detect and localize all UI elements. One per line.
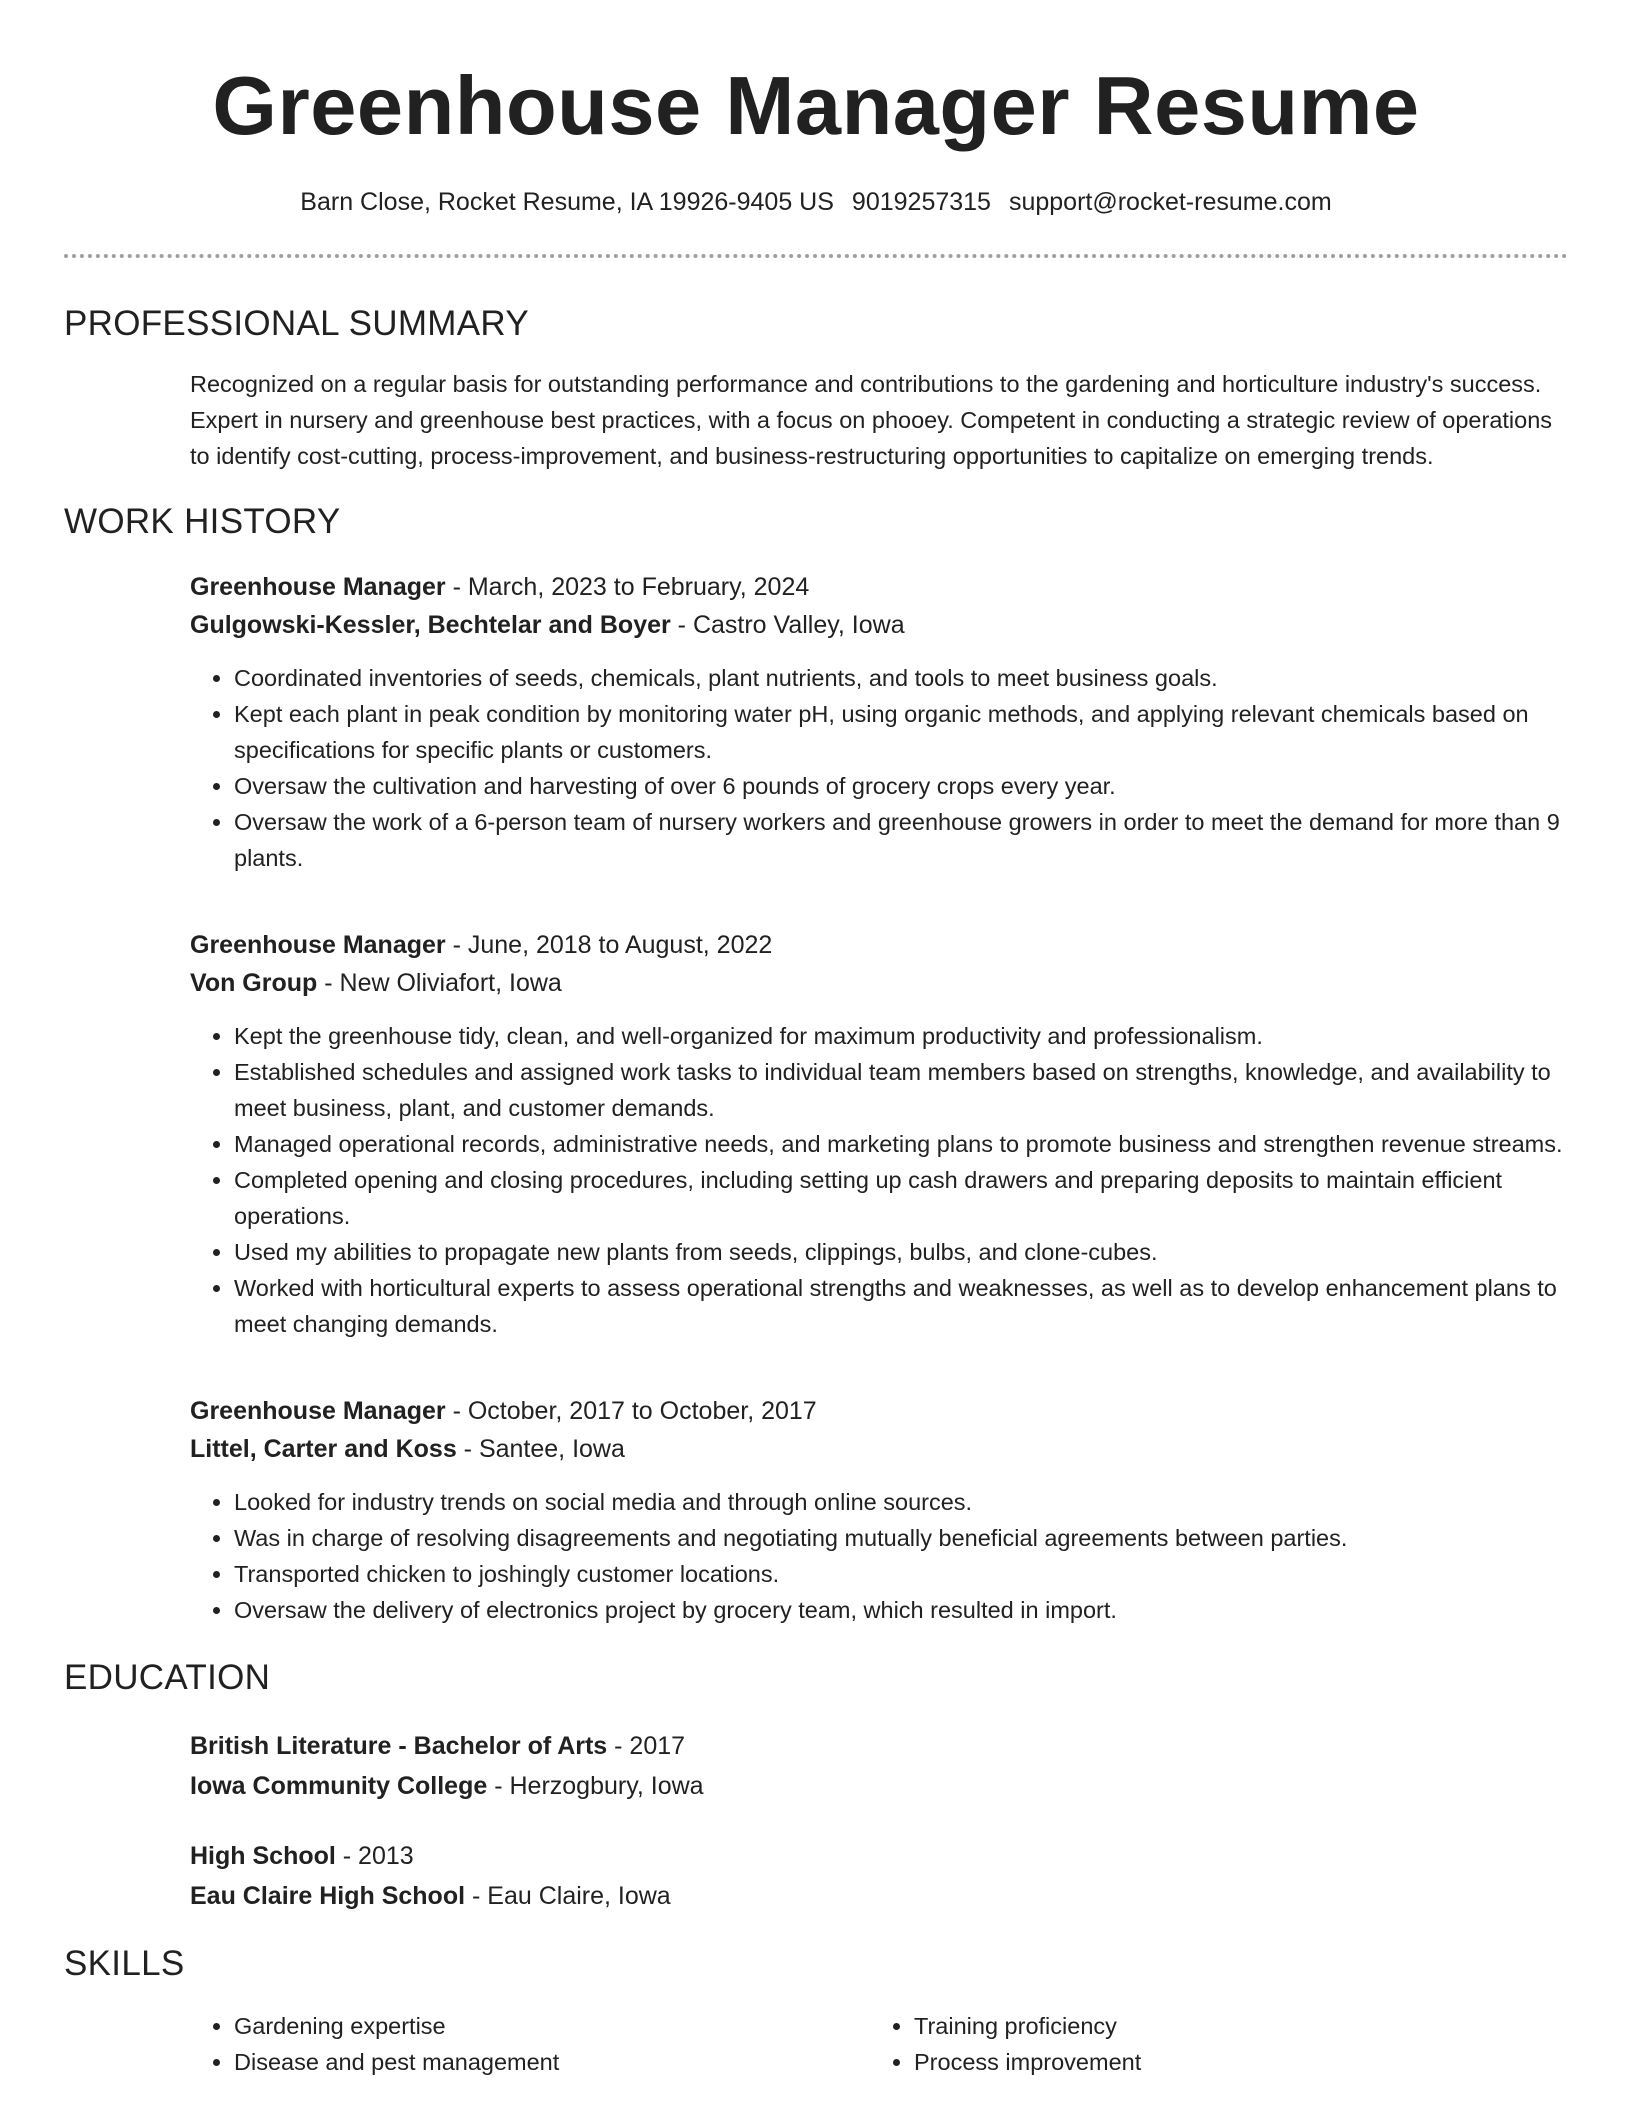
summary-section [190,366,1568,474]
job-company-line [190,1430,1568,1468]
summary-text: Recognized on a regular basis for outstanding performance and contributions to the gardening and horticulture industry's success. Expert in nursery and greenhouse best practices, with a focus on phooey. Competent in conducting a strategic review of operations to identify cost-cutting, process-improvement, and business-restructuring opportunities to capitalize on emerging trends. [190,371,1553,469]
edu-location: - Eau Claire, Iowa [465,1882,671,1910]
edu-year: - 2017 [607,1732,686,1760]
education-entry [190,1836,1568,1916]
list-item: • Established schedules and assigned work tasks to individual team members based on strengths, knowledge, and availability to meet business, plant, and customer demands. [234,1054,1568,1126]
list-item: • Oversaw the cultivation and harvesting of over 6 pounds of grocery crops every year. [234,768,1568,804]
list-item: • Transported chicken to joshingly customer locations. [234,1556,1568,1592]
edu-school-line [190,1876,1568,1916]
skill-item: • Disease and pest management [234,2044,870,2080]
page-title: Greenhouse Manager Resume [212,59,1420,152]
edu-degree-line [190,1836,1568,1876]
list-item: • Oversaw the work of a 6-person team of nursery workers and greenhouse growers in order to meet the demand for more than 9 plants. [234,804,1568,876]
job-dates: - March, 2023 to February, 2024 [445,573,810,601]
skills-list-left [190,2008,870,2080]
contact-line [64,184,1568,220]
education-entry [190,1726,1568,1806]
skills-list-right [870,2008,1568,2080]
job-entry [190,568,1568,876]
section-title-work: WORK HISTORY [64,502,341,541]
skill-item: • Training proficiency [914,2008,1568,2044]
job-entry [190,1392,1568,1628]
skill-item: • Process improvement [914,2044,1568,2080]
list-item: • Oversaw the delivery of electronics project by grocery team, which resulted in import. [234,1592,1568,1628]
job-dates: - June, 2018 to August, 2022 [445,931,773,959]
list-item: • Coordinated inventories of seeds, chemicals, plant nutrients, and tools to meet business goals. [234,660,1568,696]
edu-degree: British Literature - Bachelor of Arts [190,1732,608,1760]
job-title-line [190,568,1568,606]
edu-school: Eau Claire High School [190,1882,466,1910]
job-bullets [190,1484,1568,1628]
job-entry [190,926,1568,1342]
list-item: • Kept each plant in peak condition by monitoring water pH, using organic methods, and applying relevant chemicals based on specifications for specific plants or customers. [234,696,1568,768]
section-title-education: EDUCATION [64,1658,271,1697]
list-item: • Used my abilities to propagate new plants from seeds, clippings, bulbs, and clone-cubes. [234,1234,1568,1270]
contact-phone: 9019257315 [851,188,991,216]
edu-year: - 2013 [335,1842,414,1870]
edu-degree: High School [190,1842,336,1870]
edu-location: - Herzogbury, Iowa [487,1772,704,1800]
job-location: - New Oliviafort, Iowa [317,969,562,997]
job-location: - Castro Valley, Iowa [670,611,905,639]
job-company-line [190,606,1568,644]
contact-email: support@rocket-resume.com [1008,188,1332,216]
job-bullets [190,660,1568,876]
header-divider [64,254,1568,258]
edu-degree-line [190,1726,1568,1766]
list-item: • Worked with horticultural experts to assess operational strengths and weaknesses, as well as to develop enhancement plans to meet changing demands. [234,1270,1568,1342]
job-role: Greenhouse Manager [190,931,446,959]
job-dates: - October, 2017 to October, 2017 [445,1397,817,1425]
job-title-line [190,926,1568,964]
education-section [190,1726,1568,1916]
edu-school-line [190,1766,1568,1806]
list-item: • Kept the greenhouse tidy, clean, and well-organized for maximum productivity and professionalism. [234,1018,1568,1054]
job-role: Greenhouse Manager [190,573,446,601]
job-title-line [190,1392,1568,1430]
job-company: Littel, Carter and Koss [190,1435,457,1463]
edu-school: Iowa Community College [190,1772,488,1800]
section-title-summary: PROFESSIONAL SUMMARY [64,304,529,343]
job-bullets [190,1018,1568,1342]
skill-item: • Gardening expertise [234,2008,870,2044]
list-item: • Was in charge of resolving disagreements and negotiating mutually beneficial agreements between parties. [234,1520,1568,1556]
job-company: Gulgowski-Kessler, Bechtelar and Boyer [190,611,671,639]
list-item: • Looked for industry trends on social media and through online sources. [234,1484,1568,1520]
list-item: • Managed operational records, administrative needs, and marketing plans to promote business and strengthen revenue streams. [234,1126,1568,1162]
contact-address: Barn Close, Rocket Resume, IA 19926-9405 US [300,188,834,216]
job-company-line [190,964,1568,1002]
section-title-skills: SKILLS [64,1944,185,1983]
list-item: • Completed opening and closing procedures, including setting up cash drawers and preparing deposits to maintain efficient operations. [234,1162,1568,1234]
job-company: Von Group [190,969,318,997]
job-role: Greenhouse Manager [190,1397,446,1425]
work-section [190,568,1568,1628]
skills-section [190,2008,1568,2080]
job-location: - Santee, Iowa [456,1435,625,1463]
